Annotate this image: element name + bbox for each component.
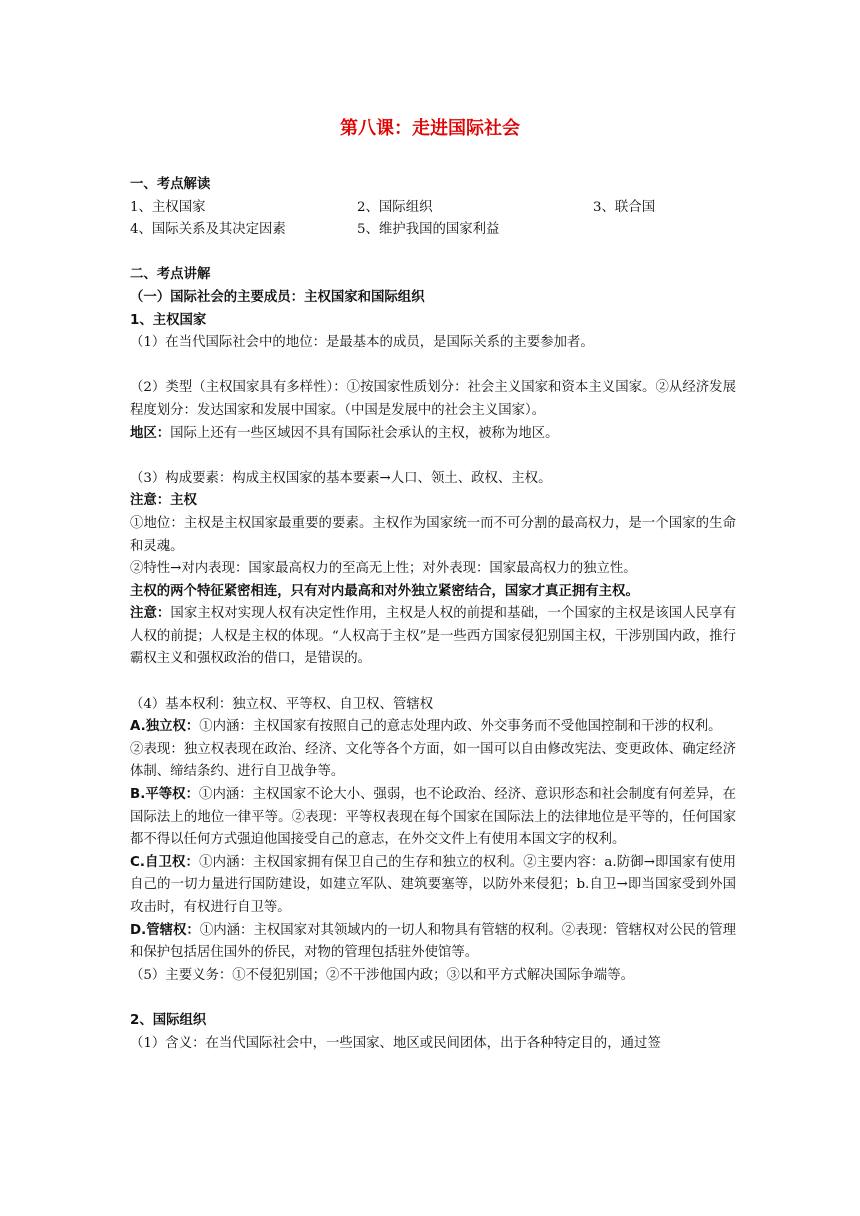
topic-item: 5、维护我国的国家利益	[357, 222, 500, 238]
region-label: 地区：	[130, 425, 171, 441]
paragraph-types: （2）类型（主权国家具有多样性）：①按国家性质划分：社会主义国家和资本主义国家。②从经济发展程度划分：发达国家和发展中国家。（中国是发展中的社会主义国家）。	[130, 380, 736, 418]
right-text: ①内涵：主权国家不论大小、强弱，也不论政治、经济、意识形态和社会制度有何差异，在国际法上的地位一律平等。②表现：平等权表现在每个国家在国际法上的法律地位是平等的，任何国家都不得以任何方式强迫他国接受自己的意志，在外交文件上有使用本国文字的权利。	[130, 787, 736, 848]
right-text: ①内涵：主权国家有按照自己的意志处理内政、外交事务而不受他国控制和干涉的权利。	[199, 719, 722, 735]
paragraph-right-equality	[130, 784, 736, 852]
subsection-heading: （一）国际社会的主要成员：主权国家和国际组织	[130, 289, 425, 305]
document-body	[130, 174, 736, 1055]
topic-list-row	[130, 219, 736, 242]
note-text: 国家主权对实现人权有决定性作用，主权是人权的前提和基础，一个国家的主权是该国人民享有人权的前提；人权是主权的体现。“人权高于主权”是一些西方国家侵犯别国主权，干涉别国内政，推行霸权主义和强权政治的借口，是错误的。	[130, 606, 736, 667]
topic-item: 2、国际组织	[357, 199, 433, 215]
right-text: ①内涵：主权国家拥有保卫自己的生存和独立的权利。②主要内容：a.防御→即国家有使用自己的一切力量进行国防建设，如建立军队、建筑要塞等，以防外来侵犯；b.自卫→即当国家受到外国攻击时，有权进行自卫等。	[130, 854, 736, 915]
note-sovereignty: 注意：主权	[130, 493, 197, 509]
section-heading-interpretation: 一、考点解读	[130, 177, 211, 192]
paragraph-right-independence	[130, 716, 736, 739]
right-label: D.管辖权：	[130, 922, 200, 938]
paragraph-human-rights-note	[130, 603, 736, 671]
paragraph-sovereignty-traits: ②特性→对内表现：国家最高权力的至高无上性；对外表现：国家最高权力的独立性。	[130, 561, 637, 577]
paragraph-region	[130, 423, 736, 446]
paragraph-sovereignty-traits-emphasis: 主权的两个特征紧密相连，只有对内最高和对外独立紧密结合，国家才真正拥有主权。	[130, 583, 639, 599]
right-label: C.自卫权：	[130, 854, 200, 870]
right-label: B.平等权：	[130, 787, 200, 803]
paragraph-right-jurisdiction	[130, 920, 736, 965]
topic-heading-sovereign-state: 1、主权国家	[130, 312, 207, 328]
region-text: 国际上还有一些区域因不具有国际社会承认的主权，被称为地区。	[170, 425, 559, 441]
right-text: ①内涵：主权国家对其领域内的一切人和物具有管辖的权利。②表现：管辖权对公民的管理和保护包括居住国外的侨民，对物的管理包括驻外使馆等。	[130, 922, 737, 961]
paragraph-sovereignty-status: ①地位：主权是主权国家最重要的要素。主权作为国家统一而不可分割的最高权力，是一个国家的生命和灵魂。	[130, 515, 736, 554]
section-heading-explanation: 二、考点讲解	[130, 267, 211, 283]
paragraph-status: （1）在当代国际社会中的地位：是最基本的成员，是国际关系的主要参加者。	[130, 335, 594, 351]
topic-item: 1、主权国家	[130, 199, 206, 215]
paragraph-obligations: （5）主要义务：①不侵犯别国；②不干涉他国内政；③以和平方式解决国际争端等。	[130, 967, 634, 983]
page-title: 第八课：走进国际社会	[340, 118, 520, 139]
right-label: A.独立权：	[130, 719, 200, 735]
paragraph-right-independence-manifestation: ②表现：独立权表现在政治、经济、文化等各个方面，如一国可以自由修改宪法、变更政体、确定经济体制、缔结条约、进行自卫战争等。	[130, 741, 736, 780]
topic-item: 4、国际关系及其决定因素	[130, 222, 286, 238]
topic-heading-international-organization: 2、国际组织	[130, 1012, 207, 1028]
paragraph-org-definition: （1）含义：在当代国际社会中，一些国家、地区或民间团体，出于各种特定目的，通过签	[130, 1035, 661, 1051]
paragraph-elements: （3）构成要素：构成主权国家的基本要素→人口、领土、政权、主权。	[130, 470, 552, 486]
topic-item: 3、联合国	[593, 199, 656, 215]
paragraph-right-self-defense	[130, 852, 736, 920]
note-label: 注意：	[130, 606, 171, 622]
paragraph-basic-rights: （4）基本权利：独立权、平等权、自卫权、管辖权	[130, 696, 434, 712]
topic-list-row	[130, 197, 736, 220]
